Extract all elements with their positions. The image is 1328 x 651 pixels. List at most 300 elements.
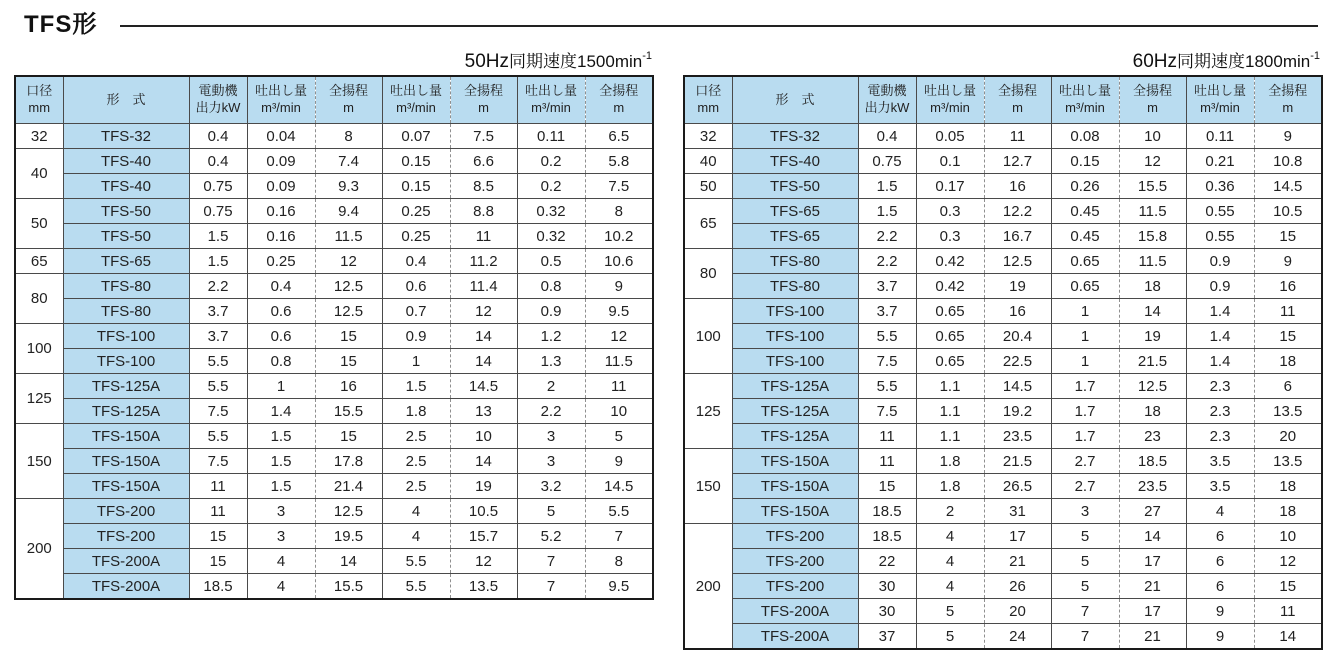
header-cell: 全揚程 m	[1119, 76, 1186, 124]
header-row	[15, 76, 653, 124]
value-cell: 17	[984, 524, 1051, 549]
value-cell: 24	[984, 624, 1051, 650]
value-cell: 15.7	[450, 524, 517, 549]
value-cell: 4	[916, 524, 984, 549]
value-cell: 9.5	[585, 574, 653, 600]
table-row	[15, 324, 653, 349]
value-cell: 4	[382, 524, 450, 549]
model-cell: TFS-150A	[732, 474, 858, 499]
value-cell: 0.32	[517, 224, 585, 249]
value-cell: 2	[517, 374, 585, 399]
value-cell: 0.4	[858, 124, 916, 149]
table-row	[15, 549, 653, 574]
value-cell: 2.2	[189, 274, 247, 299]
model-cell: TFS-200	[63, 524, 189, 549]
value-cell: 0.05	[916, 124, 984, 149]
value-cell: 11.5	[1119, 249, 1186, 274]
value-cell: 15	[189, 524, 247, 549]
value-cell: 11.5	[585, 349, 653, 374]
value-cell: 17.8	[315, 449, 382, 474]
value-cell: 14	[450, 349, 517, 374]
value-cell: 0.42	[916, 249, 984, 274]
model-cell: TFS-40	[732, 149, 858, 174]
value-cell: 1.5	[858, 199, 916, 224]
value-cell: 11	[1254, 599, 1322, 624]
value-cell: 0.09	[247, 174, 315, 199]
value-cell: 4	[382, 499, 450, 524]
value-cell: 11	[189, 474, 247, 499]
value-cell: 4	[1186, 499, 1254, 524]
model-cell: TFS-200A	[732, 624, 858, 650]
value-cell: 0.25	[382, 199, 450, 224]
value-cell: 31	[984, 499, 1051, 524]
table-row	[15, 274, 653, 299]
model-cell: TFS-32	[63, 124, 189, 149]
header-cell: 吐出し量 m³/min	[1186, 76, 1254, 124]
value-cell: 5	[1051, 524, 1119, 549]
value-cell: 8	[585, 199, 653, 224]
hz-label: 60Hz	[1132, 51, 1177, 72]
model-cell: TFS-150A	[732, 499, 858, 524]
value-cell: 6	[1254, 374, 1322, 399]
header-cell: 全揚程 m	[585, 76, 653, 124]
value-cell: 11	[189, 499, 247, 524]
value-cell: 19.5	[315, 524, 382, 549]
value-cell: 0.15	[382, 174, 450, 199]
table-row	[15, 299, 653, 324]
value-cell: 0.7	[382, 299, 450, 324]
table-row	[15, 124, 653, 149]
model-cell: TFS-200A	[63, 549, 189, 574]
model-cell: TFS-40	[63, 149, 189, 174]
header-cell: 全揚程 m	[315, 76, 382, 124]
model-cell: TFS-200A	[63, 574, 189, 600]
table-row	[15, 249, 653, 274]
value-cell: 14	[1119, 299, 1186, 324]
header-cell: 吐出し量 m³/min	[916, 76, 984, 124]
value-cell: 9	[1186, 599, 1254, 624]
value-cell: 11.5	[315, 224, 382, 249]
header-cell: 吐出し量 m³/min	[1051, 76, 1119, 124]
value-cell: 3	[1051, 499, 1119, 524]
value-cell: 0.9	[1186, 249, 1254, 274]
table-row	[684, 249, 1322, 274]
value-cell: 5.5	[858, 324, 916, 349]
bore-cell: 100	[15, 324, 63, 374]
table-60hz-section	[683, 50, 1320, 650]
value-cell: 5	[517, 499, 585, 524]
table-row	[15, 149, 653, 174]
model-cell: TFS-200	[732, 549, 858, 574]
table-row	[15, 474, 653, 499]
value-cell: 1	[1051, 349, 1119, 374]
value-cell: 5.5	[189, 374, 247, 399]
table-row	[684, 124, 1322, 149]
header-cell: 形 式	[63, 76, 189, 124]
table-row	[684, 299, 1322, 324]
value-cell: 0.07	[382, 124, 450, 149]
model-cell: TFS-125A	[732, 399, 858, 424]
value-cell: 21.5	[984, 449, 1051, 474]
value-cell: 2.5	[382, 474, 450, 499]
value-cell: 4	[247, 549, 315, 574]
value-cell: 0.2	[517, 149, 585, 174]
model-cell: TFS-32	[732, 124, 858, 149]
value-cell: 1	[247, 374, 315, 399]
value-cell: 7.5	[585, 174, 653, 199]
pump-spec-table-50hz	[14, 75, 654, 600]
value-cell: 5.5	[189, 424, 247, 449]
value-cell: 19	[1119, 324, 1186, 349]
value-cell: 0.11	[1186, 124, 1254, 149]
value-cell: 4	[916, 574, 984, 599]
value-cell: 15	[315, 324, 382, 349]
value-cell: 26	[984, 574, 1051, 599]
value-cell: 0.8	[247, 349, 315, 374]
value-cell: 21.5	[1119, 349, 1186, 374]
value-cell: 6.5	[585, 124, 653, 149]
value-cell: 0.8	[517, 274, 585, 299]
value-cell: 3	[247, 499, 315, 524]
value-cell: 5	[916, 599, 984, 624]
value-cell: 12.5	[315, 499, 382, 524]
value-cell: 0.55	[1186, 224, 1254, 249]
value-cell: 3.7	[858, 299, 916, 324]
value-cell: 7.5	[189, 449, 247, 474]
value-cell: 19	[984, 274, 1051, 299]
header-cell: 口径 mm	[15, 76, 63, 124]
value-cell: 14	[450, 449, 517, 474]
table-row	[15, 174, 653, 199]
value-cell: 16	[984, 174, 1051, 199]
value-cell: 5.5	[382, 549, 450, 574]
title-rule	[120, 25, 1318, 27]
value-cell: 4	[247, 574, 315, 600]
model-cell: TFS-80	[732, 249, 858, 274]
value-cell: 9.5	[585, 299, 653, 324]
value-cell: 15.5	[1119, 174, 1186, 199]
bore-cell: 125	[15, 374, 63, 424]
value-cell: 0.36	[1186, 174, 1254, 199]
speed-label: 同期速度1500min	[509, 52, 643, 71]
value-cell: 0.4	[189, 124, 247, 149]
value-cell: 2.7	[1051, 474, 1119, 499]
table-row	[684, 499, 1322, 524]
value-cell: 1.2	[517, 324, 585, 349]
header-row	[684, 76, 1322, 124]
value-cell: 23	[1119, 424, 1186, 449]
value-cell: 1.8	[382, 399, 450, 424]
table-row	[15, 224, 653, 249]
header-cell: 電動機 出力kW	[858, 76, 916, 124]
value-cell: 7	[517, 574, 585, 600]
header-cell: 全揚程 m	[984, 76, 1051, 124]
header-cell: 全揚程 m	[1254, 76, 1322, 124]
model-cell: TFS-40	[63, 174, 189, 199]
value-cell: 7.5	[450, 124, 517, 149]
table-row	[684, 274, 1322, 299]
value-cell: 0.09	[247, 149, 315, 174]
table-row	[15, 424, 653, 449]
value-cell: 15.8	[1119, 224, 1186, 249]
model-cell: TFS-50	[63, 224, 189, 249]
speed-exponent: -1	[1310, 50, 1320, 63]
value-cell: 18	[1254, 499, 1322, 524]
value-cell: 14	[450, 324, 517, 349]
header-cell: 全揚程 m	[450, 76, 517, 124]
value-cell: 15.5	[315, 574, 382, 600]
value-cell: 14.5	[450, 374, 517, 399]
value-cell: 5.2	[517, 524, 585, 549]
value-cell: 12.5	[984, 249, 1051, 274]
value-cell: 14	[1254, 624, 1322, 650]
value-cell: 1.5	[189, 249, 247, 274]
value-cell: 0.16	[247, 199, 315, 224]
value-cell: 5	[585, 424, 653, 449]
value-cell: 5.8	[585, 149, 653, 174]
value-cell: 2.3	[1186, 374, 1254, 399]
value-cell: 12	[450, 549, 517, 574]
value-cell: 14	[1119, 524, 1186, 549]
value-cell: 19	[450, 474, 517, 499]
value-cell: 20	[984, 599, 1051, 624]
value-cell: 1.7	[1051, 374, 1119, 399]
value-cell: 2.2	[858, 249, 916, 274]
value-cell: 1.5	[382, 374, 450, 399]
model-cell: TFS-65	[63, 249, 189, 274]
table-60hz-caption	[1133, 47, 1320, 73]
value-cell: 19.2	[984, 399, 1051, 424]
value-cell: 15	[315, 349, 382, 374]
table-row	[684, 424, 1322, 449]
value-cell: 11.5	[1119, 199, 1186, 224]
value-cell: 22.5	[984, 349, 1051, 374]
value-cell: 1.1	[916, 374, 984, 399]
header-cell: 吐出し量 m³/min	[382, 76, 450, 124]
table-row	[15, 574, 653, 600]
value-cell: 3.2	[517, 474, 585, 499]
model-cell: TFS-150A	[63, 424, 189, 449]
value-cell: 7	[1051, 624, 1119, 650]
value-cell: 21	[984, 549, 1051, 574]
value-cell: 0.6	[382, 274, 450, 299]
value-cell: 1	[1051, 299, 1119, 324]
value-cell: 1.4	[1186, 349, 1254, 374]
bore-cell: 50	[684, 174, 732, 199]
value-cell: 9.3	[315, 174, 382, 199]
value-cell: 18	[1254, 349, 1322, 374]
value-cell: 0.26	[1051, 174, 1119, 199]
table-row	[684, 149, 1322, 174]
table-50hz-caption	[465, 47, 652, 73]
value-cell: 16	[1254, 274, 1322, 299]
value-cell: 0.04	[247, 124, 315, 149]
header-cell: 電動機 出力kW	[189, 76, 247, 124]
value-cell: 37	[858, 624, 916, 650]
value-cell: 18.5	[858, 524, 916, 549]
bore-cell: 150	[684, 449, 732, 524]
value-cell: 7	[517, 549, 585, 574]
value-cell: 12.5	[315, 274, 382, 299]
value-cell: 1.5	[189, 224, 247, 249]
value-cell: 0.9	[1186, 274, 1254, 299]
table-row	[684, 524, 1322, 549]
value-cell: 12	[585, 324, 653, 349]
bore-cell: 32	[684, 124, 732, 149]
value-cell: 14.5	[984, 374, 1051, 399]
value-cell: 5.5	[858, 374, 916, 399]
value-cell: 0.55	[1186, 199, 1254, 224]
value-cell: 1.5	[247, 449, 315, 474]
table-row	[684, 624, 1322, 650]
table-row	[15, 199, 653, 224]
bore-cell: 32	[15, 124, 63, 149]
bore-cell: 40	[684, 149, 732, 174]
value-cell: 1.3	[517, 349, 585, 374]
value-cell: 11.2	[450, 249, 517, 274]
value-cell: 15	[1254, 224, 1322, 249]
value-cell: 16	[315, 374, 382, 399]
value-cell: 5	[1051, 549, 1119, 574]
value-cell: 0.32	[517, 199, 585, 224]
value-cell: 2.2	[517, 399, 585, 424]
pump-spec-table-60hz	[683, 75, 1323, 650]
value-cell: 1.4	[1186, 324, 1254, 349]
page-title: TFS形	[24, 11, 98, 38]
bore-cell: 200	[15, 499, 63, 600]
value-cell: 5	[1051, 574, 1119, 599]
value-cell: 1.4	[1186, 299, 1254, 324]
value-cell: 14	[315, 549, 382, 574]
value-cell: 0.4	[382, 249, 450, 274]
value-cell: 18	[1119, 274, 1186, 299]
value-cell: 21	[1119, 624, 1186, 650]
value-cell: 15	[1254, 324, 1322, 349]
value-cell: 17	[1119, 549, 1186, 574]
value-cell: 11	[984, 124, 1051, 149]
value-cell: 0.15	[1051, 149, 1119, 174]
value-cell: 0.65	[916, 299, 984, 324]
value-cell: 1.7	[1051, 424, 1119, 449]
value-cell: 9.4	[315, 199, 382, 224]
value-cell: 1.1	[916, 399, 984, 424]
value-cell: 0.75	[858, 149, 916, 174]
value-cell: 13.5	[450, 574, 517, 600]
bore-cell: 125	[684, 374, 732, 449]
model-cell: TFS-65	[732, 199, 858, 224]
value-cell: 0.08	[1051, 124, 1119, 149]
value-cell: 3.5	[1186, 474, 1254, 499]
table-row	[15, 524, 653, 549]
value-cell: 6	[1186, 524, 1254, 549]
value-cell: 11	[858, 449, 916, 474]
model-cell: TFS-50	[732, 174, 858, 199]
value-cell: 10	[450, 424, 517, 449]
value-cell: 0.15	[382, 149, 450, 174]
value-cell: 0.75	[189, 174, 247, 199]
value-cell: 0.25	[247, 249, 315, 274]
value-cell: 1.5	[247, 474, 315, 499]
bore-cell: 150	[15, 424, 63, 499]
value-cell: 0.11	[517, 124, 585, 149]
value-cell: 14.5	[585, 474, 653, 499]
table-row	[684, 449, 1322, 474]
model-cell: TFS-150A	[732, 449, 858, 474]
value-cell: 0.6	[247, 324, 315, 349]
value-cell: 8	[585, 549, 653, 574]
value-cell: 6	[1186, 549, 1254, 574]
speed-label: 同期速度1800min	[1177, 52, 1311, 71]
value-cell: 10.5	[1254, 199, 1322, 224]
value-cell: 2.3	[1186, 424, 1254, 449]
model-cell: TFS-150A	[63, 474, 189, 499]
value-cell: 13.5	[1254, 399, 1322, 424]
value-cell: 0.9	[517, 299, 585, 324]
table-row	[684, 574, 1322, 599]
value-cell: 0.3	[916, 199, 984, 224]
table-row	[15, 349, 653, 374]
value-cell: 5	[916, 624, 984, 650]
table-row	[684, 349, 1322, 374]
model-cell: TFS-200	[732, 574, 858, 599]
table-row	[15, 499, 653, 524]
value-cell: 15.5	[315, 399, 382, 424]
value-cell: 2.3	[1186, 399, 1254, 424]
value-cell: 12.2	[984, 199, 1051, 224]
value-cell: 23.5	[984, 424, 1051, 449]
value-cell: 1	[382, 349, 450, 374]
value-cell: 9	[585, 274, 653, 299]
value-cell: 15	[858, 474, 916, 499]
table-row	[15, 449, 653, 474]
value-cell: 10.2	[585, 224, 653, 249]
model-cell: TFS-125A	[63, 374, 189, 399]
value-cell: 3	[517, 424, 585, 449]
value-cell: 15	[1254, 574, 1322, 599]
table-50hz-section	[14, 50, 652, 600]
value-cell: 1.8	[916, 474, 984, 499]
value-cell: 7	[585, 524, 653, 549]
value-cell: 7.5	[858, 349, 916, 374]
value-cell: 9	[1186, 624, 1254, 650]
bore-cell: 80	[684, 249, 732, 299]
value-cell: 2.5	[382, 424, 450, 449]
table-row	[684, 474, 1322, 499]
model-cell: TFS-125A	[732, 374, 858, 399]
bore-cell: 50	[15, 199, 63, 249]
model-cell: TFS-200A	[732, 599, 858, 624]
value-cell: 0.4	[189, 149, 247, 174]
value-cell: 21.4	[315, 474, 382, 499]
table-row	[684, 399, 1322, 424]
value-cell: 15	[189, 549, 247, 574]
bore-cell: 100	[684, 299, 732, 374]
table-row	[684, 224, 1322, 249]
value-cell: 22	[858, 549, 916, 574]
value-cell: 10	[1254, 524, 1322, 549]
value-cell: 18.5	[189, 574, 247, 600]
value-cell: 5.5	[189, 349, 247, 374]
table-row	[15, 399, 653, 424]
table-row	[15, 374, 653, 399]
value-cell: 5.5	[382, 574, 450, 600]
table-row	[684, 174, 1322, 199]
value-cell: 0.45	[1051, 224, 1119, 249]
value-cell: 20.4	[984, 324, 1051, 349]
value-cell: 2	[916, 499, 984, 524]
table-row	[684, 199, 1322, 224]
value-cell: 10.6	[585, 249, 653, 274]
